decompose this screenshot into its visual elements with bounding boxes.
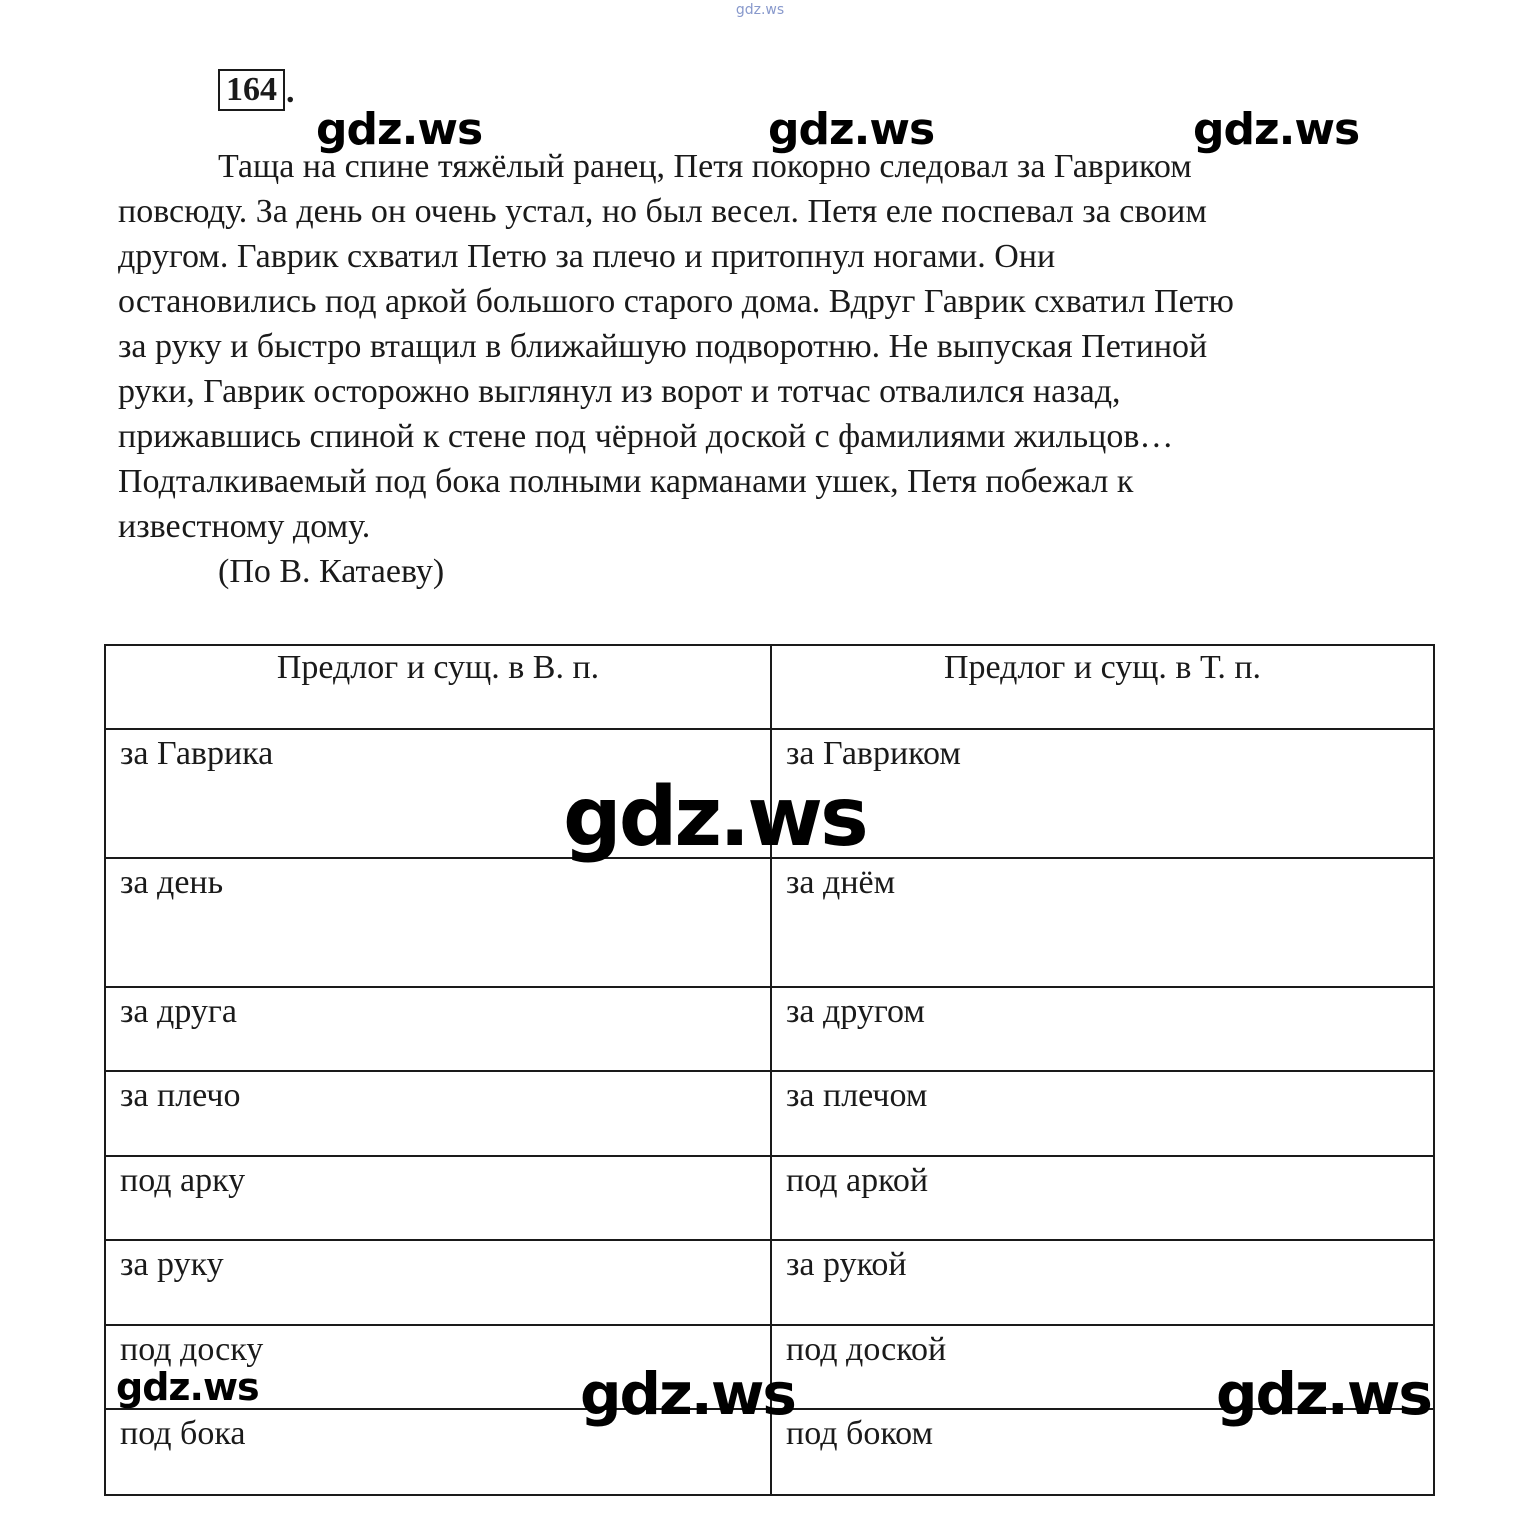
table-cell-accusative: за Гаврика [105, 729, 771, 858]
table-cell-accusative: за плечо [105, 1071, 771, 1156]
table-row [105, 1240, 1434, 1325]
passage-line: Таща на спине тяжёлый ранец, Петя покорно следовал за Гавриком [218, 148, 1192, 185]
table-row [105, 1156, 1434, 1240]
watermark-bottom-right: gdz.ws [1216, 1360, 1431, 1428]
table-cell-instrumental: за другом [771, 987, 1434, 1071]
table-row [105, 858, 1434, 987]
table-row [105, 987, 1434, 1071]
passage-line: прижавшись спиной к стене под чёрной доской с фамилиями жильцов… [118, 418, 1174, 455]
table-header-row [105, 645, 1434, 729]
exercise-number [218, 69, 295, 111]
passage-line: руки, Гаврик осторожно выглянул из ворот и тотчас отвалился назад, [118, 373, 1121, 410]
table-cell-instrumental: под доской [771, 1325, 1434, 1409]
table-cell-instrumental: за днём [771, 858, 1434, 987]
table-cell-instrumental: под аркой [771, 1156, 1434, 1240]
site-label: gdz.ws [735, 2, 785, 18]
exercise-number-dot: . [286, 73, 295, 110]
table-cell-accusative: за день [105, 858, 771, 987]
table-cell-accusative: под доску [105, 1325, 771, 1409]
passage-text [118, 144, 1438, 549]
passage-line: остановились под аркой большого старого дома. Вдруг Гаврик схватил Петю [118, 283, 1234, 320]
passage-line: за руку и быстро втащил в ближайшую подворотню. Не выпуская Петиной [118, 328, 1208, 365]
table-header-accusative: Предлог и сущ. в В. п. [105, 645, 771, 729]
table-cell-accusative: за руку [105, 1240, 771, 1325]
table-cell-instrumental: за рукой [771, 1240, 1434, 1325]
table-header-instrumental: Предлог и сущ. в Т. п. [771, 645, 1434, 729]
table-cell-instrumental: под боком [771, 1409, 1434, 1495]
passage-line: повсюду. За день он очень устал, но был весел. Петя еле поспевал за своим [118, 193, 1207, 230]
watermark-top-center: gdz.ws [768, 104, 935, 155]
passage-source: (По В. Катаеву) [218, 553, 445, 590]
table-cell-instrumental: за плечом [771, 1071, 1434, 1156]
watermark-bottom-center: gdz.ws [580, 1360, 795, 1428]
watermark-top-left: gdz.ws [316, 104, 483, 155]
exercise-number-box: 164 [218, 69, 285, 111]
passage-line: другом. Гаврик схватил Петю за плечо и притопнул ногами. Они [118, 238, 1056, 275]
table-row [105, 1071, 1434, 1156]
table-cell-accusative: за друга [105, 987, 771, 1071]
table-cell-instrumental: за Гавриком [771, 729, 1434, 858]
watermark-top-right: gdz.ws [1193, 104, 1360, 155]
table-cell-accusative: под бока [105, 1409, 771, 1495]
watermark-bottom-left: gdz.ws [116, 1365, 259, 1409]
table-cell-accusative: под арку [105, 1156, 771, 1240]
passage-line: Подталкиваемый под бока полными карманами ушек, Петя побежал к [118, 463, 1134, 500]
watermark-center: gdz.ws [563, 770, 866, 865]
passage-line: известному дому. [118, 508, 371, 545]
